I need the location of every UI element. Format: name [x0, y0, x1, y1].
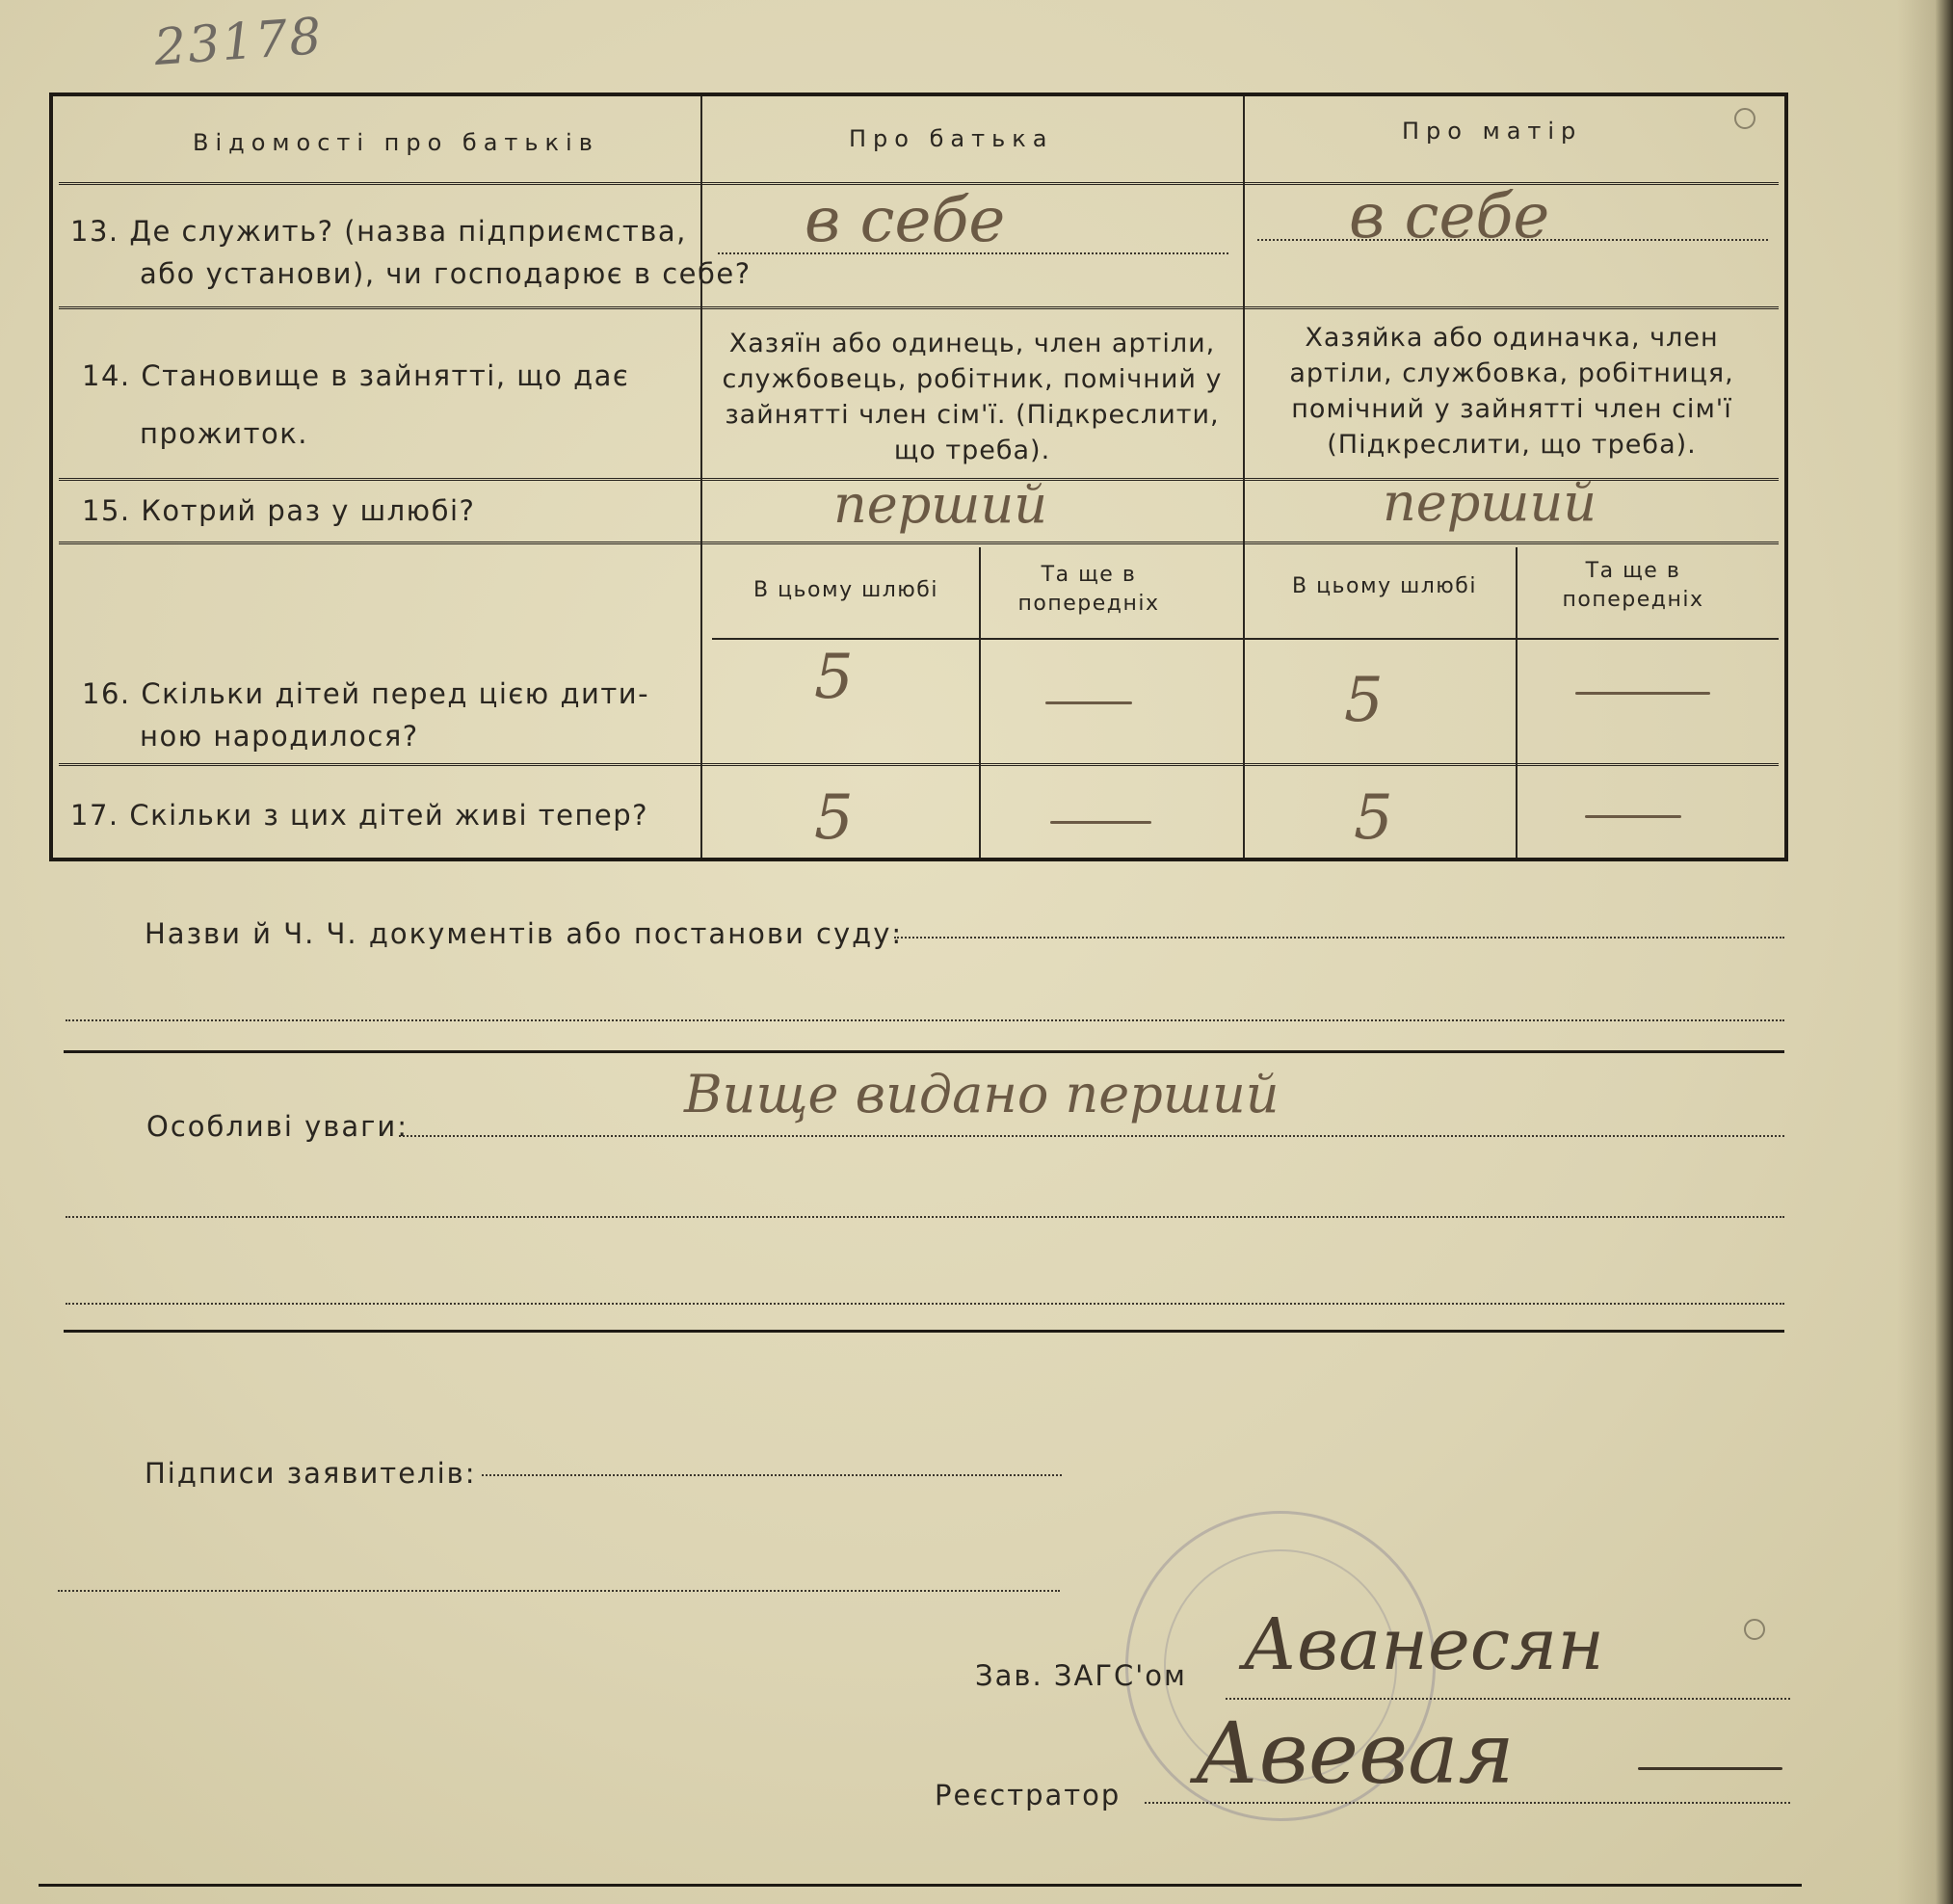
- documents-separator: [64, 1050, 1784, 1053]
- col-divider-1: [700, 96, 702, 858]
- head-signature-line: [1226, 1698, 1790, 1700]
- q17-father-this: 5: [814, 782, 854, 854]
- q15-label: 15. Котрий раз у шлюбі?: [82, 494, 476, 527]
- archive-number: 23178: [152, 7, 326, 78]
- remarks-line-1: [399, 1135, 1784, 1137]
- bottom-rule: [39, 1884, 1802, 1887]
- head-label: Зав. ЗАГС'ом: [975, 1659, 1187, 1692]
- remarks-label: Особливі уваги:: [146, 1110, 409, 1143]
- col-divider-father-sub: [979, 547, 981, 858]
- q14-mother-options: Хазяйка або одиначка, член артіли, службовка, робітниця, помічний у зайнятті член сім'ї (Підкреслити, що треба).: [1289, 323, 1734, 460]
- q16-mother-previous-dash: [1575, 692, 1710, 695]
- sub-mother-previous: Та ще в попередніх: [1562, 559, 1704, 612]
- remarks-answer: Вище видано перший: [684, 1064, 1280, 1124]
- remarks-line-2: [66, 1216, 1784, 1218]
- documents-label: Назви й Ч. Ч. документів або постанови суду:: [145, 917, 904, 950]
- rule-q15: [59, 542, 1779, 547]
- rule-q16: [59, 763, 1779, 769]
- registrar-signature: Авевая: [1195, 1704, 1515, 1803]
- q13-father-answer: в себе: [805, 185, 1006, 256]
- registrar-label: Реєстратор: [935, 1779, 1122, 1811]
- q13-label-line2: або установи), чи господарює в себе?: [140, 257, 752, 290]
- head-signature: Аванесян: [1243, 1603, 1604, 1686]
- registrar-signature-flourish: [1638, 1767, 1782, 1770]
- sub-father-previous: Та ще в попередніх: [1017, 563, 1160, 616]
- header-parents-info: Відомості про батьків: [193, 129, 599, 156]
- sub-mother-this-marriage: В цьому шлюбі: [1292, 574, 1477, 598]
- q14-label-line2: прожиток.: [140, 417, 308, 450]
- documents-line-1: [894, 937, 1784, 939]
- col-divider-mother-sub: [1516, 547, 1518, 858]
- q17-label: 17. Скільки з цих дітей живі тепер?: [70, 799, 649, 832]
- remarks-line-3: [66, 1303, 1784, 1305]
- q16-label-line1: 16. Скільки дітей перед цією дити-: [82, 677, 650, 710]
- page-shadow: [1897, 0, 1936, 1904]
- binding-hole-top: [1734, 108, 1755, 129]
- q14-label-line1: 14. Становище в зайнятті, що дає: [82, 359, 630, 392]
- q16-mother-this: 5: [1344, 665, 1384, 736]
- signatures-line-1: [482, 1474, 1062, 1476]
- rule-subheader: [712, 638, 1779, 640]
- q16-father-this: 5: [814, 642, 854, 713]
- documents-line-2: [66, 1019, 1784, 1021]
- page-edge: [1936, 0, 1953, 1904]
- parents-info-table: [49, 93, 1788, 861]
- q16-father-previous-dash: [1045, 701, 1132, 704]
- header-mother: Про матір: [1402, 118, 1583, 145]
- binding-hole-bottom: [1744, 1619, 1765, 1640]
- q13-mother-answer: в себе: [1349, 181, 1550, 252]
- q17-mother-this: 5: [1354, 782, 1393, 854]
- header-father: Про батька: [849, 125, 1054, 152]
- q15-father-answer: перший: [833, 474, 1048, 535]
- q15-mother-answer: перший: [1383, 472, 1597, 533]
- q14-father-options: Хазяїн або одинець, член артіли, службовець, робітник, помічний у зайнятті член сім'ї. (Підкреслити, що треба).: [722, 329, 1223, 465]
- signatures-line-2: [58, 1590, 1060, 1592]
- remarks-separator: [64, 1330, 1784, 1333]
- q13-label-line1: 13. Де служить? (назва підприємства,: [70, 215, 687, 248]
- q17-mother-previous-dash: [1585, 815, 1681, 818]
- signatures-label: Підписи заявителів:: [145, 1457, 477, 1490]
- col-divider-2: [1243, 96, 1245, 858]
- sub-father-this-marriage: В цьому шлюбі: [753, 578, 938, 602]
- q16-label-line2: ною народилося?: [140, 720, 419, 753]
- q17-father-previous-dash: [1050, 821, 1151, 824]
- rule-q13: [59, 306, 1779, 312]
